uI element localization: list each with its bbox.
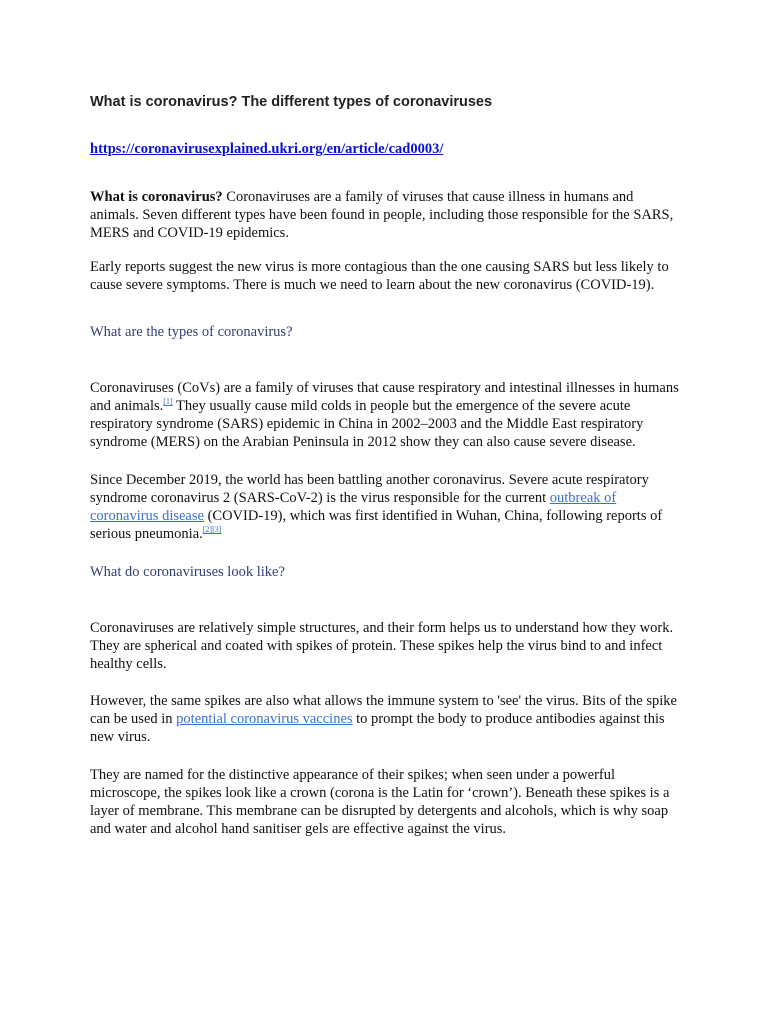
outbreak-link[interactable]: outbreak of coronavirus disease [90, 490, 617, 524]
covs-text-a: Coronaviruses (CoVs) are a family of viruses that cause respiratory and intestinal illnesses in humans and animals. [90, 380, 679, 414]
intro-paragraph [90, 188, 680, 242]
covs-text-b: They usually cause mild colds in people but the emergence of the severe acute respiratory syndrome (SARS) epidemic in China in 2002–2003 and the Middle East respiratory syndrome (MERS) on the Arabian Peninsula in 2012 show they can also cause severe disease. [90, 398, 644, 450]
immune-text-b: to prompt the body to produce antibodies against this new virus. [90, 711, 665, 745]
crown-paragraph: They are named for the distinctive appearance of their spikes; when seen under a powerful microscope, the spikes look like a crown (corona is the Latin for ‘crown’). Beneath these spikes is a layer of membrane. This membrane can be disrupted by detergents and alcohols, which is why soap and water and alcohol hand sanitiser gels are effective against the virus. [90, 767, 670, 837]
covs-paragraph [90, 379, 680, 451]
intro-text: Coronaviruses are a family of viruses that cause illness in humans and animals. Seven different types have been found in people, including those responsible for the SARS, MERS and COVID-19 epidemics. [90, 189, 674, 241]
immune-text-a: However, the same spikes are also what allows the immune system to 'see' the virus. Bits of the spike can be used in [90, 693, 677, 727]
intro-lead: What is coronavirus? [90, 189, 223, 205]
sars-text-b: (COVID-19), which was first identified in Wuhan, China, following reports of serious pneumonia. [90, 508, 663, 542]
early-reports-paragraph: Early reports suggest the new virus is more contagious than the one causing SARS but less likely to cause severe symptoms. There is much we need to learn about the new coronavirus (COVID-19). [90, 259, 669, 293]
source-link-line [90, 141, 680, 158]
vaccines-link[interactable]: potential coronavirus vaccines [176, 711, 353, 727]
heading-types-of-coronavirus: What are the types of coronavirus? [90, 324, 293, 340]
sars-text-a: Since December 2019, the world has been battling another coronavirus. Severe acute respiratory syndrome coronavirus 2 (SARS-CoV-2) is the virus responsible for the current [90, 472, 649, 506]
structure-paragraph: Coronaviruses are relatively simple structures, and their form helps us to understand how they work. They are spherical and coated with spikes of protein. These spikes help the virus bind to and infect healthy cells. [90, 620, 674, 672]
document-page [90, 94, 680, 838]
source-url-link[interactable]: https://coronavirusexplained.ukri.org/en/article/cad0003/ [90, 141, 444, 157]
immune-system-paragraph [90, 692, 680, 746]
reference-1-link[interactable]: [1] [163, 397, 173, 406]
heading-what-they-look-like: What do coronaviruses look like? [90, 564, 285, 580]
sars-cov-2-paragraph [90, 471, 680, 543]
reference-2-link[interactable]: [2] [202, 525, 213, 534]
reference-3-link[interactable]: [3] [212, 525, 222, 534]
document-title: What is coronavirus? The different types of coronaviruses [90, 94, 493, 110]
